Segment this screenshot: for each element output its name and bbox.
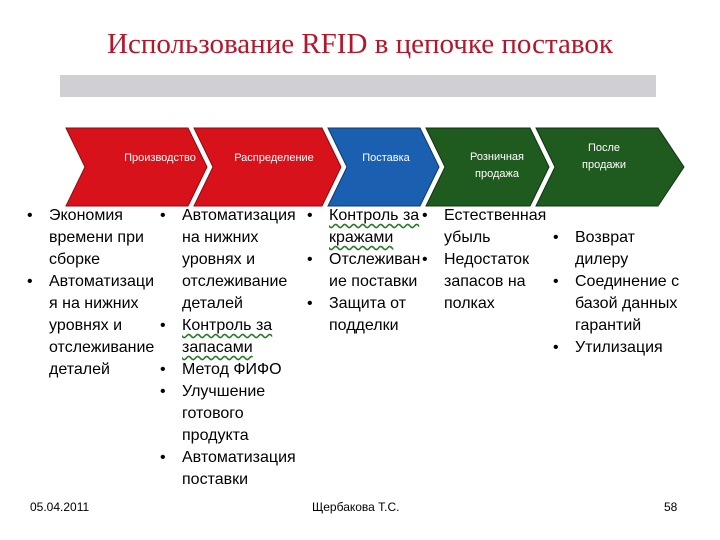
stage-production bbox=[66, 128, 207, 206]
footer-page-number: 58 bbox=[664, 500, 678, 514]
footer-date: 05.04.2011 bbox=[30, 500, 90, 514]
list-item: • Контроль за запасами bbox=[160, 315, 310, 359]
stage-label: продажа bbox=[475, 168, 519, 180]
column-production bbox=[27, 205, 177, 381]
list-item: • Соединение с базой данных гарантий bbox=[553, 271, 693, 337]
list-item: • Автоматизаци я на нижних уровнях и отслеживание деталей bbox=[27, 271, 177, 381]
list-item: • Недостаток запасов на полках bbox=[422, 249, 557, 315]
stage-label: Поставка bbox=[362, 152, 410, 164]
list-item: • Экономия времени при сборке bbox=[27, 205, 177, 271]
stage-label: продажи bbox=[582, 159, 626, 171]
list-item: • Улучшение готового продукта bbox=[160, 381, 310, 447]
stage-label: Розничная bbox=[470, 151, 524, 163]
list-item: • Отслеживан ие поставки bbox=[307, 249, 427, 293]
stage-after-sale bbox=[536, 128, 684, 206]
stage-retail bbox=[426, 128, 549, 206]
list-item: • Защита от подделки bbox=[307, 293, 427, 337]
list-item: • Автоматизация на нижних уровнях и отслеживание деталей bbox=[160, 205, 310, 315]
list-item: • Утилизация bbox=[553, 337, 693, 359]
column-delivery bbox=[307, 205, 427, 337]
list-item: • Естественная убыль bbox=[422, 205, 557, 249]
list-item: • Метод ФИФО bbox=[160, 359, 310, 381]
column-retail bbox=[422, 205, 557, 315]
column-after-sale bbox=[553, 227, 693, 359]
stage-distribution bbox=[194, 128, 341, 206]
stage-label: Распределение bbox=[234, 152, 314, 164]
footer-author: Щербакова Т.С. bbox=[312, 500, 400, 514]
stage-label: Производство bbox=[124, 152, 196, 164]
stage-arrow bbox=[328, 128, 439, 206]
list-item: • Автоматизация поставки bbox=[160, 447, 310, 491]
list-item: • Возврат дилеру bbox=[553, 227, 693, 271]
stage-arrow bbox=[426, 128, 549, 206]
list-item: • Контроль за кражами bbox=[307, 205, 427, 249]
stage-arrow bbox=[66, 128, 207, 206]
column-distribution bbox=[160, 205, 310, 491]
stage-label: После bbox=[587, 142, 621, 154]
slide-title: Использование RFID в цепочке поставок bbox=[107, 28, 613, 60]
stage-delivery bbox=[328, 128, 439, 206]
stage-arrow bbox=[194, 128, 341, 206]
